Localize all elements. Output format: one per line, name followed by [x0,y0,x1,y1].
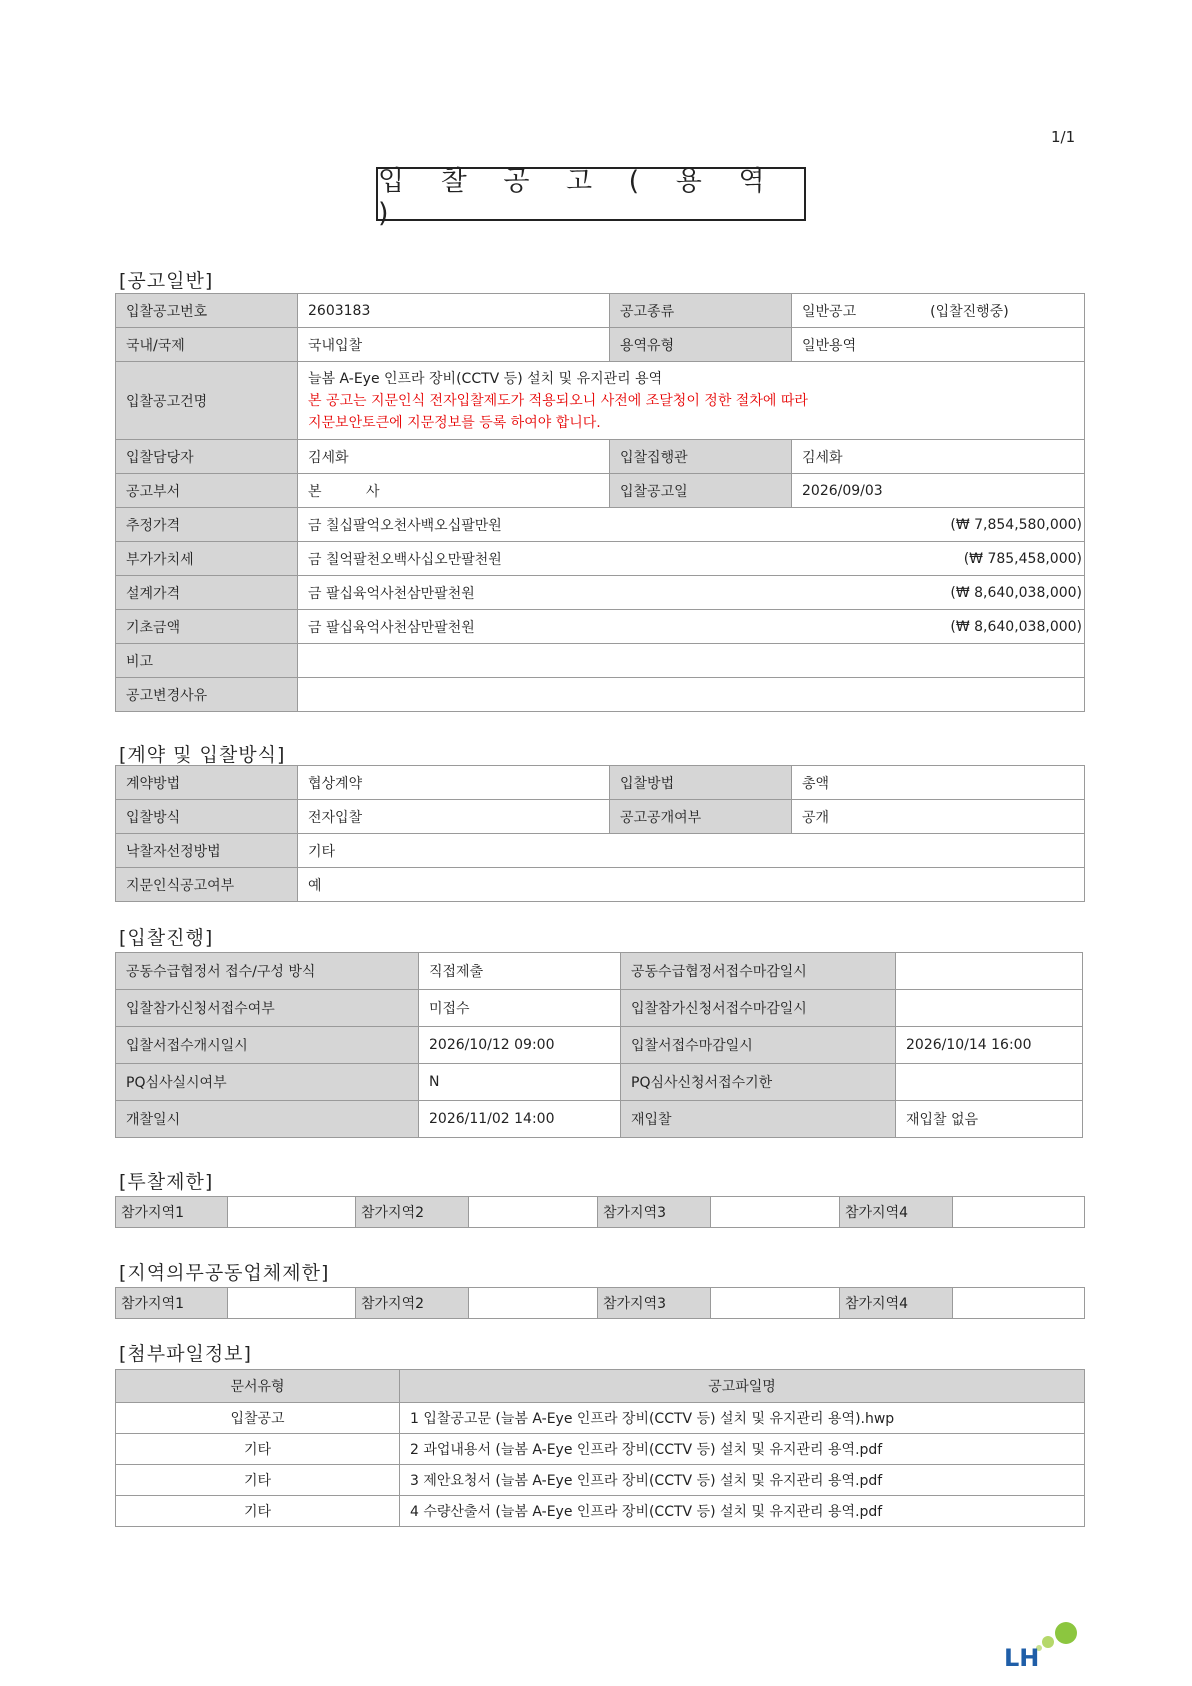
fingerprint-label: 지문인식공고여부 [116,868,298,902]
base-price-words: 금 팔십육억사천삼만팔천원 [308,619,475,636]
restriction-region-4-label: 참가지역4 [840,1197,953,1228]
bid-no: 2603183 [298,294,610,328]
apply-deadline-label: 입찰참가신청서접수마감일시 [621,990,896,1027]
base-price-amount: (₩ 8,640,038,000) [950,618,1082,635]
contract-method: 협상계약 [298,766,610,800]
est-price-amount: (₩ 7,854,580,000) [950,516,1082,533]
manager: 김세화 [298,440,610,474]
notice-type-label: 공고종류 [610,294,792,328]
restriction-region-1-label: 참가지역1 [116,1197,228,1228]
attachment-type: 기타 [116,1496,400,1527]
contract-method-label: 계약방법 [116,766,298,800]
close: 2026/10/14 16:00 [896,1027,1083,1064]
attachment-type: 기타 [116,1434,400,1465]
restriction-region-1 [228,1197,356,1228]
restriction-region-2 [469,1197,598,1228]
page-number: 1/1 [1051,128,1076,146]
bid-name-cell [298,362,1085,440]
executor-label: 입찰집행관 [610,440,792,474]
bid-name-label: 입찰공고건명 [116,362,298,440]
est-price-cell [298,508,1085,542]
restriction-region-2-label: 참가지역2 [356,1197,469,1228]
rebid: 재입찰 없음 [896,1101,1083,1138]
joint-deadline-label: 공동수급협정서접수마감일시 [621,953,896,990]
regional-region-1-label: 참가지역1 [116,1288,228,1319]
executor: 김세화 [792,440,1085,474]
design-price-words: 금 팔십육억사천삼만팔천원 [308,585,475,602]
vat-amount: (₩ 785,458,000) [963,550,1082,567]
section-regional-title: [지역의무공동업체제한] [119,1262,330,1284]
base-price-cell [298,610,1085,644]
close-label: 입찰서접수마감일시 [621,1027,896,1064]
winner-method-label: 낙찰자선정방법 [116,834,298,868]
page-title: 입 찰 공 고 ( 용 역 ) [376,167,806,221]
vat-cell [298,542,1085,576]
bid-type-label: 입찰방식 [116,800,298,834]
regional-table [115,1287,1085,1319]
public: 공개 [792,800,1085,834]
col-file-name: 공고파일명 [400,1370,1085,1403]
regional-region-2-label: 참가지역2 [356,1288,469,1319]
bid-name: 늘봄 A-Eye 인프라 장비(CCTV 등) 설치 및 유지관리 용역 [308,370,663,387]
design-price-amount: (₩ 8,640,038,000) [950,584,1082,601]
winner-method: 기타 [298,834,1085,868]
regional-region-3 [711,1288,840,1319]
restriction-table [115,1196,1085,1228]
pq: N [419,1064,621,1101]
apply-label: 입찰참가신청서접수여부 [116,990,419,1027]
base-price-label: 기초금액 [116,610,298,644]
bid-method-label: 입찰방법 [610,766,792,800]
attachment-file-link[interactable]: 3 제안요청서 (늘봄 A-Eye 인프라 장비(CCTV 등) 설치 및 유지관리 용역.pdf [400,1465,1085,1496]
regional-region-4-label: 참가지역4 [840,1288,953,1319]
regional-region-4 [953,1288,1085,1319]
apply-deadline [896,990,1083,1027]
est-price-label: 추정가격 [116,508,298,542]
attachment-file-link[interactable]: 2 과업내용서 (늘봄 A-Eye 인프라 장비(CCTV 등) 설치 및 유지관리 용역.pdf [400,1434,1085,1465]
section-restriction-title: [투찰제한] [119,1171,214,1193]
attachment-type: 입찰공고 [116,1403,400,1434]
manager-label: 입찰담당자 [116,440,298,474]
attachment-type: 기타 [116,1465,400,1496]
lh-logo-mark [1004,1620,1094,1670]
service-type-label: 용역유형 [610,328,792,362]
public-label: 공고공개여부 [610,800,792,834]
design-price-label: 설계가격 [116,576,298,610]
col-doc-type: 문서유형 [116,1370,400,1403]
service-type: 일반용역 [792,328,1085,362]
design-price-cell [298,576,1085,610]
regional-region-3-label: 참가지역3 [598,1288,711,1319]
fingerprint: 예 [298,868,1085,902]
remark [298,644,1085,678]
regional-region-2 [469,1288,598,1319]
notice-status: (입찰진행중) [930,303,1009,320]
dept-label: 공고부서 [116,474,298,508]
bid-method: 총액 [792,766,1085,800]
opening: 2026/11/02 14:00 [419,1101,621,1138]
lh-logo-text: LH [1004,1644,1040,1670]
domestic: 국내입찰 [298,328,610,362]
attachments-table [115,1369,1085,1527]
vat-label: 부가가치세 [116,542,298,576]
joint: 직접제출 [419,953,621,990]
lh-logo [1004,1620,1094,1670]
attachment-file-link[interactable]: 1 입찰공고문 (늘봄 A-Eye 인프라 장비(CCTV 등) 설치 및 유지관리 용역).hwp [400,1403,1085,1434]
section-contract-title: [계약 및 입찰방식] [119,744,286,766]
pq-deadline [896,1064,1083,1101]
general-table [115,293,1085,712]
change-reason-label: 공고변경사유 [116,678,298,712]
open-label: 입찰서접수개시일시 [116,1027,419,1064]
attachment-file-link[interactable]: 4 수량산출서 (늘봄 A-Eye 인프라 장비(CCTV 등) 설치 및 유지관리 용역.pdf [400,1496,1085,1527]
bid-type: 전자입찰 [298,800,610,834]
joint-deadline [896,953,1083,990]
remark-label: 비고 [116,644,298,678]
dept: 본 사 [298,474,610,508]
restriction-region-3-label: 참가지역3 [598,1197,711,1228]
bid-no-label: 입찰공고번호 [116,294,298,328]
joint-label: 공동수급협정서 접수/구성 방식 [116,953,419,990]
notice-type-cell [792,294,1085,328]
date-label: 입찰공고일 [610,474,792,508]
open: 2026/10/12 09:00 [419,1027,621,1064]
rebid-label: 재입찰 [621,1101,896,1138]
section-general-title: [공고일반] [119,270,214,292]
vat-words: 금 칠억팔천오백사십오만팔천원 [308,551,502,568]
est-price-words: 금 칠십팔억오천사백오십팔만원 [308,517,502,534]
notice-type: 일반공고 [802,303,857,320]
pq-deadline-label: PQ심사신청서접수기한 [621,1064,896,1101]
section-progress-title: [입찰진행] [119,927,214,949]
restriction-region-4 [953,1197,1085,1228]
progress-table [115,952,1083,1138]
domestic-label: 국내/국제 [116,328,298,362]
change-reason [298,678,1085,712]
notice-line-1: 본 공고는 지문인식 전자입찰제도가 적용되오니 사전에 조달청이 정한 절차에 따라 [308,392,808,409]
section-attachments-title: [첨부파일정보] [119,1343,252,1365]
contract-table [115,765,1085,902]
regional-region-1 [228,1288,356,1319]
notice-date: 2026/09/03 [792,474,1085,508]
pq-label: PQ심사실시여부 [116,1064,419,1101]
opening-label: 개찰일시 [116,1101,419,1138]
apply: 미접수 [419,990,621,1027]
restriction-region-3 [711,1197,840,1228]
notice-line-2: 지문보안토큰에 지문정보를 등록 하여야 합니다. [308,414,601,431]
